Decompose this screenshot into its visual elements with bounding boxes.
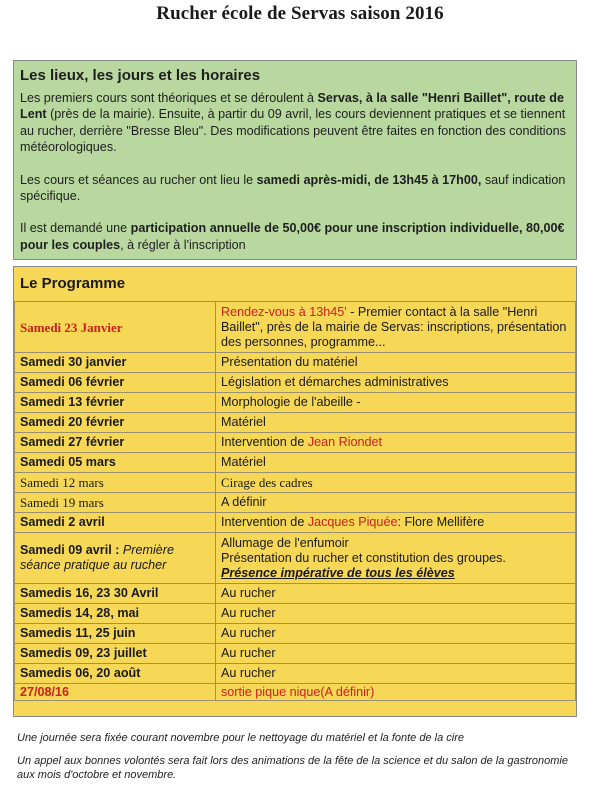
row-description [216,302,576,353]
programme-heading: Le Programme [20,275,126,292]
page-title: Rucher école de Servas saison 2016 [156,3,444,24]
row-description-highlight: Jacques Piquée [307,515,398,529]
note-volunteers: Un appel aux bonnes volontés sera fait lors des animations de la fête de la science et du salon de la gastronomie aux mois d'octobre et novembre. [17,755,568,781]
row-description-line-1: Allumage de l'enfumoir [221,535,349,550]
table-row [15,664,576,684]
lieux-paragraph-3 [20,220,576,253]
row-description: Présentation du matériel [216,353,576,373]
row-description: Au rucher [216,584,576,604]
table-row [15,302,576,353]
lieux-p1-text-c: (près de la mairie). Ensuite, à partir du 09 avril, les cours deviennent pratiques et se tiennent au rucher, derrière "Bresse Bleu". Des modifications peuvent être faites en fonction des conditions météorologiques. [20,107,566,155]
lieux-p3-fee: participation annuelle de 50,00€ pour une inscription individuelle, 80,00€ pour les couples [20,221,565,252]
footer-notes [17,731,587,782]
row-date: Samedis 06, 20 août [15,664,216,684]
row-date: Samedi 05 mars [15,453,216,473]
lieux-p2-text-a: Les cours et séances au rucher ont lieu le [20,172,257,187]
row-description-text: Intervention de [221,515,308,529]
table-row [15,624,576,644]
row-description-highlight: Jean Riondet [307,435,383,449]
lieux-paragraph-2 [20,172,576,205]
table-row [15,453,576,473]
table-row [15,353,576,373]
row-description-text-after: : Flore Mellifère [397,515,485,529]
table-row [15,513,576,533]
row-date: Samedis 11, 25 juin [15,624,216,644]
row-description: Législation et démarches administratives [216,373,576,393]
table-row [15,393,576,413]
row-description: A définir [216,493,576,513]
row-description: sortie pique nique(A définir) [216,684,576,701]
table-row [15,373,576,393]
row-description [216,533,576,584]
lieux-p3-text-c: , à régler à l'inscription [120,237,246,252]
table-row [15,684,576,701]
lieux-p3-text-a: Il est demandé une [20,221,131,236]
table-row [15,533,576,584]
row-date: Samedis 16, 23 30 Avril [15,584,216,604]
lieux-p2-schedule: samedi après-midi, de 13h45 à 17h00, [256,172,482,187]
row-description-line-2: Présentation du rucher et constitution des groupes. [221,550,506,565]
table-row [15,413,576,433]
row-date-note: Première séance pratique au rucher [20,543,174,572]
programme-table [14,301,576,701]
row-description: Morphologie de l'abeille - [216,393,576,413]
row-date-text: Samedi 09 avril : [20,543,123,557]
row-description-text: Intervention de [221,435,308,449]
lieux-p2-text-c: sauf indication spécifique. [20,172,566,204]
note-cleaning-day: Une journée sera fixée courant novembre pour le nettoyage du matériel et la fonte de la cire [17,732,464,744]
table-row [15,644,576,664]
table-row [15,493,576,513]
lieux-heading: Les lieux, les jours et les horaires [20,67,261,84]
row-date [15,533,216,584]
row-description: Matériel [216,413,576,433]
row-description-text: - Premier contact à la salle "Henri Baillet", près de la mairie de Servas: inscriptions, présentation des personnes, programme... [221,304,567,349]
row-date: Samedi 2 avril [15,513,216,533]
row-description: Cirage des cadres [216,473,576,493]
lieux-p1-location: Servas, à la salle "Henri Baillet", route de Lent [20,91,564,122]
row-description [216,513,576,533]
row-date: Samedi 06 février [15,373,216,393]
row-date: Samedis 14, 28, mai [15,604,216,624]
table-row [15,433,576,453]
row-description-highlight: Rendez-vous à 13h45' [221,304,347,319]
row-date: Samedi 27 février [15,433,216,453]
row-description: Au rucher [216,604,576,624]
row-date: Samedi 30 janvier [15,353,216,373]
row-date: Samedi 20 février [15,413,216,433]
row-date: Samedi 19 mars [15,493,216,513]
row-description: Au rucher [216,624,576,644]
table-row [15,604,576,624]
row-description [216,433,576,453]
lieux-section [13,60,577,260]
row-description: Matériel [216,453,576,473]
programme-section [13,266,577,717]
table-row [15,473,576,493]
table-row [15,584,576,604]
lieux-paragraph-1 [20,90,576,156]
row-date: Samedi 13 février [15,393,216,413]
row-description: Au rucher [216,644,576,664]
row-date: 27/08/16 [15,684,216,701]
row-description: Au rucher [216,664,576,684]
row-description-emphasis: Présence impérative de tous les élèves [221,565,455,580]
row-date: Samedi 12 mars [15,473,216,493]
lieux-p1-text-a: Les premiers cours sont théoriques et se déroulent à [20,91,318,105]
row-date: Samedis 09, 23 juillet [15,644,216,664]
row-date: Samedi 23 Janvier [15,302,216,353]
